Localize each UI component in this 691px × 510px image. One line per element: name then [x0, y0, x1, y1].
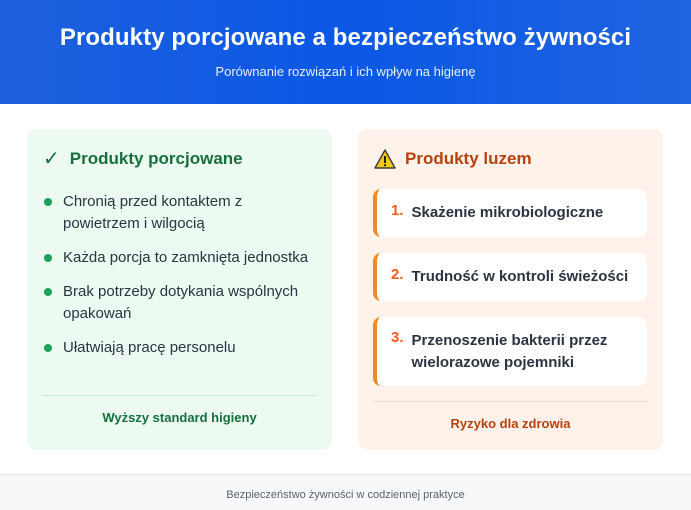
- divider: [43, 395, 316, 396]
- portioned-card-title: Produkty porcjowane: [69, 149, 243, 168]
- warning-icon: [374, 149, 396, 169]
- list-item: [43, 247, 319, 269]
- bulk-products-card: [358, 129, 663, 450]
- risk-item: [373, 317, 647, 386]
- risk-text: Przenoszenie bakterii przez wielorazowe pojemniki: [411, 331, 608, 371]
- check-icon: ✓: [43, 148, 60, 170]
- list-item: [43, 191, 319, 235]
- list-item: [43, 281, 319, 325]
- risk-text: Trudność w kontroli świeżości: [411, 268, 629, 285]
- risk-number: 2.: [391, 266, 404, 283]
- bulk-card-heading: [374, 149, 532, 169]
- risk-item: [373, 189, 647, 237]
- risk-item: [373, 253, 647, 301]
- bullet-icon: [44, 198, 52, 206]
- benefit-text: Każda porcja to zamknięta jednostka: [63, 249, 309, 266]
- page-footer: [0, 474, 691, 510]
- portioned-products-card: [27, 129, 332, 450]
- page-footer-text: Bezpieczeństwo żywności w codziennej praktyce: [226, 489, 465, 501]
- bullet-icon: [44, 344, 52, 352]
- page-title: Produkty porcjowane a bezpieczeństwo żywności: [59, 24, 632, 51]
- benefit-text: Brak potrzeby dotykania wspólnych opakowań: [63, 283, 299, 322]
- page-header: [0, 0, 691, 104]
- benefit-text: Ułatwiają pracę personelu: [63, 339, 236, 356]
- bulk-card-footer: Ryzyko dla zdrowia: [450, 416, 571, 431]
- divider: [374, 401, 647, 402]
- list-item: [43, 337, 319, 359]
- risk-number: 3.: [391, 329, 404, 346]
- portioned-card-footer: Wyższy standard higieny: [102, 410, 257, 425]
- risk-number: 1.: [391, 202, 404, 219]
- portioned-benefits-list: [43, 191, 319, 371]
- benefit-text: Chronią przed kontaktem z powietrzem i wilgocią: [63, 193, 243, 232]
- portioned-card-heading: [43, 149, 243, 169]
- bulk-card-title: Produkty luzem: [405, 149, 532, 168]
- bullet-icon: [44, 254, 52, 262]
- bullet-icon: [44, 288, 52, 296]
- page-subtitle: Porównanie rozwiązań i ich wpływ na higienę: [215, 64, 476, 79]
- risk-text: Skażenie mikrobiologiczne: [411, 204, 604, 221]
